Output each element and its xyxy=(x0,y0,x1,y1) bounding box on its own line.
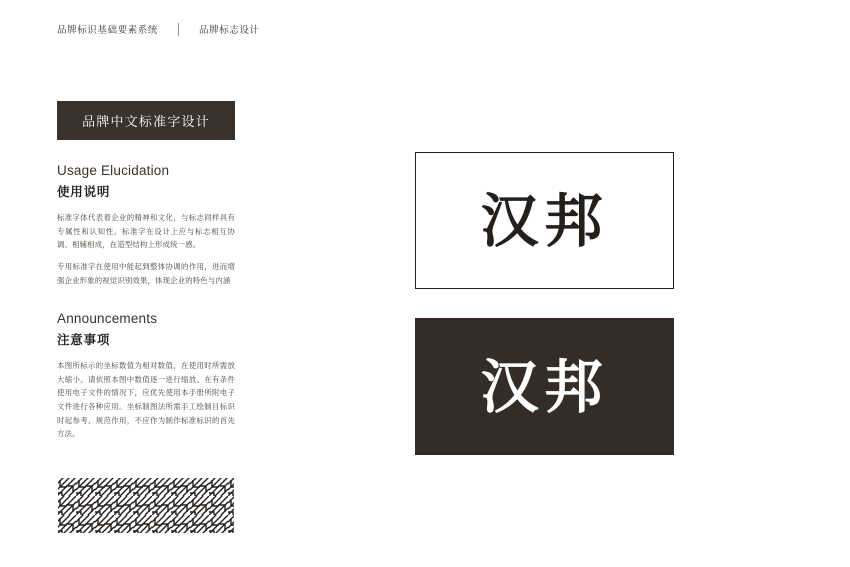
section-announcements-title-cn: 注意事项 xyxy=(57,333,111,347)
section-usage-title-en: Usage Elucidation xyxy=(57,163,170,178)
breadcrumb-secondary: 品牌标志设计 xyxy=(199,25,260,36)
left-column xyxy=(57,101,235,439)
page-title: 品牌中文标准字设计 xyxy=(82,114,210,129)
section-usage-title-cn: 使用说明 xyxy=(57,185,111,199)
logo-preview-light xyxy=(415,152,674,289)
page-title-bar xyxy=(57,101,235,140)
breadcrumb-divider xyxy=(178,23,179,36)
section-announcements xyxy=(57,311,235,441)
logo-preview-dark xyxy=(415,318,674,455)
section-announcements-title-en: Announcements xyxy=(57,311,158,326)
section-usage-paragraph: 专用标准字在使用中能起到整体协调的作用，进而增强企业形象的视觉识别效果，体现企业的特色与内涵 xyxy=(57,262,235,285)
logo-wordmark-dark: 汉邦 xyxy=(480,352,609,421)
section-usage-body xyxy=(57,211,235,287)
breadcrumb xyxy=(57,22,260,36)
section-usage-elucidation xyxy=(57,163,235,287)
section-announcements-body xyxy=(57,359,235,441)
section-usage-paragraph: 标准字体代表着企业的精神和文化，与标志同样具有专属性和认知性。标准字在设计上应与标志相互协调、相辅相成，在造型结构上形成统一感。 xyxy=(57,213,235,250)
maze-pattern-block xyxy=(57,477,235,534)
logo-wordmark-light: 汉邦 xyxy=(480,186,609,255)
section-announcements-paragraph: 本图所标示的坐标数值为相对数值，在使用时所需放大缩小。请依照本图中数值逐一进行缩放。在有条件使用电子文件的情况下，应优先使用本手册所附电子文件进行各种应用。坐标制图法所需手工绘制目标识时起参考、规范作用，不应作为制作标准标识的首先方法。 xyxy=(57,361,235,439)
breadcrumb-primary: 品牌标识基础要素系统 xyxy=(57,25,159,36)
